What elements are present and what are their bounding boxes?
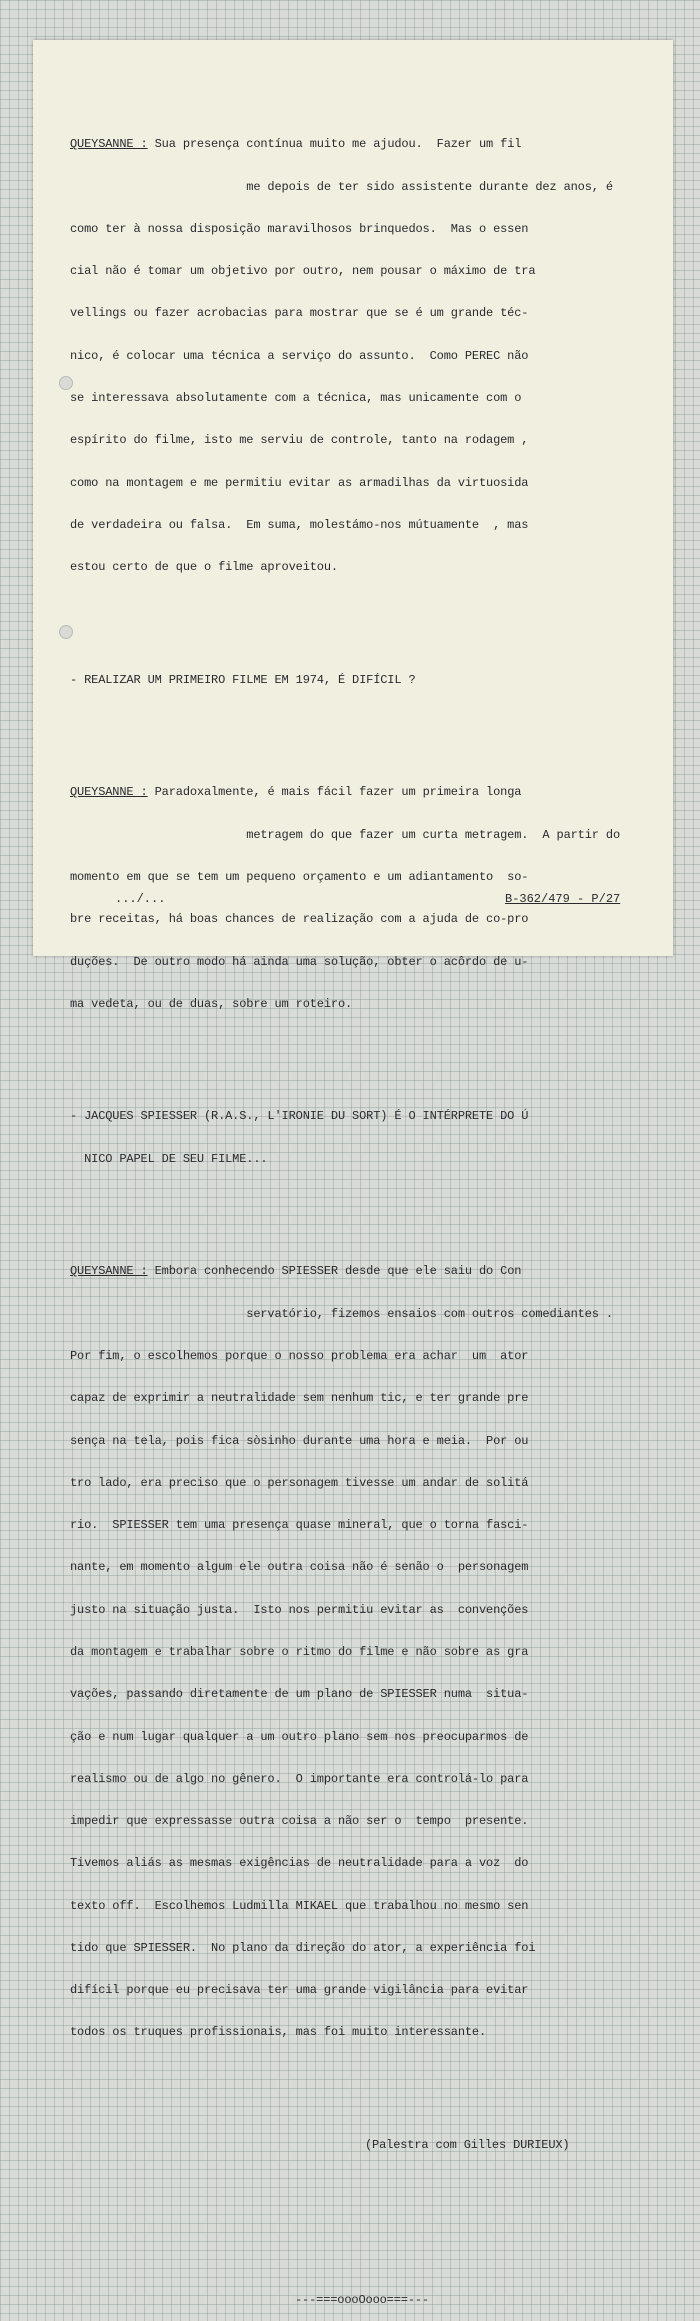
separator: ---===oooOooo===--- (295, 2292, 429, 2307)
text-line: justo na situação justa. Isto nos permitiu evitar as convenções (70, 1602, 529, 1617)
continuation-mark: .../... (115, 892, 166, 906)
text-line: como ter à nossa disposição maravilhosos brinquedos. Mas o essen (70, 221, 529, 236)
text-line: vellings ou fazer acrobacias para mostrar que se é um grande téc- (70, 306, 529, 321)
text-line: tido que SPIESSER. No plano da direção do ator, a experiência foi (70, 1940, 536, 1955)
text-line: se interessava absolutamente com a técnica, mas unicamente com o (70, 390, 522, 405)
text-line: texto off. Escolhemos Ludmilla MIKAEL que trabalhou no mesmo sen (70, 1898, 529, 1913)
interview-question: - REALIZAR UM PRIMEIRO FILME EM 1974, É DIFÍCIL ? (70, 672, 416, 687)
paragraph-2-line-1: QUEYSANNE : Paradoxalmente, é mais fácil fazer um primeira longa (70, 785, 522, 800)
text-line: duções. De outro modo há ainda uma solução, obter o acôrdo de u- (70, 954, 529, 969)
spacer (70, 1194, 635, 1208)
document-body (70, 95, 635, 2321)
text-line: Tivemos aliás as mesmas exigências de neutralidade para a voz do (70, 1856, 529, 1871)
text-line: ção e num lugar qualquer a um outro plano sem nos preocuparmos de (70, 1729, 529, 1744)
text-line: vações, passando diretamente de um plano de SPIESSER numa situa- (70, 1687, 529, 1702)
text-line: momento em que se tem um pequeno orçamento e um adiantamento so- (70, 869, 529, 884)
text-line: realismo ou de algo no gênero. O importante era controlá-lo para (70, 1771, 529, 1786)
text-line: todos os truques profissionais, mas foi muito interessante. (70, 2025, 487, 2040)
spacer (70, 602, 635, 616)
spacer (70, 2180, 635, 2194)
text-line: cial não é tomar um objetivo por outro, nem pousar o máximo de tra (70, 264, 536, 279)
text-line: difícil porque eu precisava ter uma grande vigilância para evitar (70, 1983, 529, 1998)
spacer (70, 2068, 635, 2082)
speaker-label: QUEYSANNE : (70, 137, 148, 152)
text-line: sença na tela, pois fica sòsinho durante uma hora e meia. Por ou (70, 1433, 529, 1448)
separator-line (70, 2293, 635, 2307)
spacer (70, 715, 635, 729)
text-line: nante, em momento algum ele outra coisa não é senão o personagem (70, 1560, 529, 1575)
text-line: impedir que expressasse outra coisa a não ser o tempo presente. (70, 1814, 529, 1829)
text-line: metragem do que fazer um curta metragem. A partir do (70, 827, 620, 842)
interview-question: NICO PAPEL DE SEU FILME... (70, 1151, 268, 1166)
text-line: servatório, fizemos ensaios com outros comediantes . (70, 1306, 613, 1321)
signature: (Palestra com Gilles DURIEUX) (365, 2138, 570, 2153)
interview-question: - JACQUES SPIESSER (R.A.S., L'IRONIE DU SORT) É O INTÉRPRETE DO Ú (70, 1109, 529, 1124)
speaker-label: QUEYSANNE : (70, 785, 148, 800)
text-line: nico, é colocar uma técnica a serviço do assunto. Como PEREC não (70, 348, 529, 363)
paragraph-1-line-1: QUEYSANNE : Sua presença contínua muito me ajudou. Fazer um fil (70, 137, 522, 152)
paragraph-3-line-1: QUEYSANNE : Embora conhecendo SPIESSER desde que ele saiu do Con (70, 1264, 522, 1279)
text-line: capaz de exprimir a neutralidade sem nenhum tic, e ter grande pre (70, 1391, 529, 1406)
document-reference: B-362/479 - P/27 (505, 892, 621, 906)
text-line: como na montagem e me permitiu evitar as armadilhas da virtuosida (70, 475, 529, 490)
text-line: ma vedeta, ou de duas, sobre um roteiro. (70, 996, 353, 1011)
text-line: estou certo de que o filme aproveitou. (70, 560, 338, 575)
text-line: Por fim, o escolhemos porque o nosso problema era achar um ator (70, 1348, 529, 1363)
text-line: bre receitas, há boas chances de realização com a ajuda de co-pro (70, 912, 529, 927)
spacer (70, 1039, 635, 1053)
spacer (70, 2223, 635, 2237)
text-line: rio. SPIESSER tem uma presença quase mineral, que o torna fasci- (70, 1518, 529, 1533)
text-line: tro lado, era preciso que o personagem tivesse um andar de solitá (70, 1475, 529, 1490)
text-line: me depois de ter sido assistente durante dez anos, é (70, 179, 613, 194)
text-line: da montagem e trabalhar sobre o ritmo do filme e não sobre as gra (70, 1644, 529, 1659)
text-line: de verdadeira ou falsa. Em suma, molestámo-nos mútuamente , mas (70, 517, 529, 532)
signature-line (70, 2138, 635, 2152)
text-line: espírito do filme, isto me serviu de controle, tanto na rodagem , (70, 433, 529, 448)
speaker-label: QUEYSANNE : (70, 1264, 148, 1279)
